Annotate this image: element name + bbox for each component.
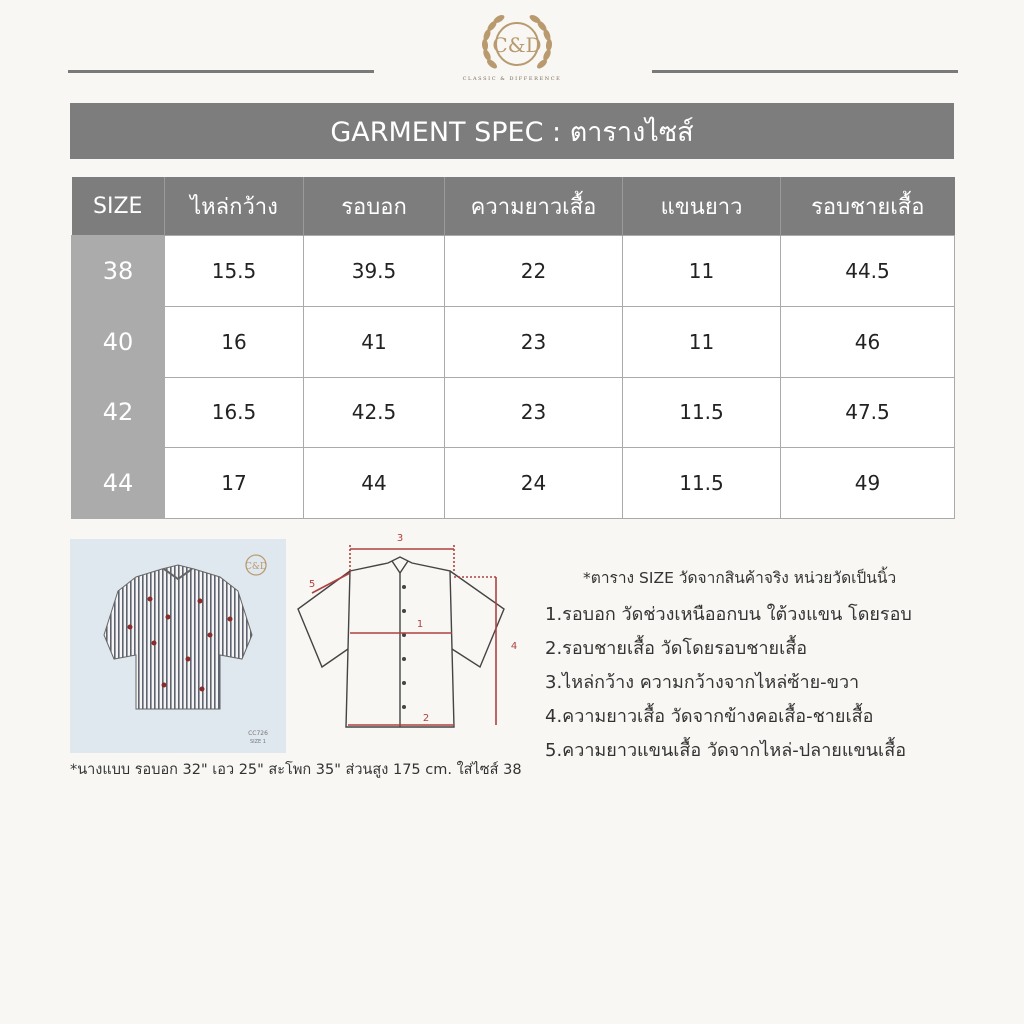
table-cell: 42.5: [304, 377, 445, 448]
table-row: [72, 236, 955, 307]
logo-monogram: C&D: [492, 33, 542, 57]
photo-logo: C&D: [244, 562, 268, 572]
table-row: [72, 306, 955, 377]
table-cell: 23: [445, 377, 623, 448]
divider-right: [652, 70, 958, 73]
table-cell: 17: [165, 448, 304, 519]
size-cell: 42: [72, 377, 165, 448]
product-photo: [70, 539, 286, 753]
photo-code: CC726: [248, 730, 268, 737]
size-cell: 38: [72, 236, 165, 307]
list-item: 4.ความยาวเสื้อ วัดจากข้างคอเสื้อ-ชายเสื้อ: [545, 706, 874, 727]
table-cell: 11.5: [623, 448, 781, 519]
list-item: 3.ไหล่กว้าง ความกว้างจากไหล่ซ้าย-ขวา: [545, 672, 860, 693]
table-cell: 23: [445, 306, 623, 377]
brand-caption: CLASSIC & DIFFERENCE: [462, 76, 562, 82]
table-cell: 44.5: [781, 236, 955, 307]
page-title: GARMENT SPEC : ตารางไซส์: [70, 103, 954, 159]
divider-left: [68, 70, 374, 73]
size-cell: 40: [72, 306, 165, 377]
diagram-label-2: 2: [422, 713, 430, 724]
diagram-label-5: 5: [308, 579, 316, 590]
photo-tag: SIZE 1: [249, 739, 267, 745]
header-shoulder: ไหล่กว้าง: [165, 177, 304, 236]
shirt-shape: [104, 565, 252, 709]
notes-heading: *ตาราง SIZE วัดจากสินค้าจริง หน่วยวัดเป็นนิ้ว: [583, 569, 897, 587]
table-cell: 22: [445, 236, 623, 307]
table-cell: 11.5: [623, 377, 781, 448]
measure-line-sleeve: [312, 573, 350, 593]
table-cell: 39.5: [304, 236, 445, 307]
list-item: 2.รอบชายเสื้อ วัดโดยรอบชายเสื้อ: [545, 638, 808, 659]
diagram-label-1: 1: [416, 619, 424, 630]
size-table: [71, 177, 955, 519]
model-note: *นางแบบ รอบอก 32" เอว 25" สะโพก 35" ส่วนสูง 175 cm. ใส่ไซส์ 38: [70, 762, 522, 778]
table-cell: 16.5: [165, 377, 304, 448]
header-sleeve: แขนยาว: [623, 177, 781, 236]
table-row: [72, 448, 955, 519]
table-cell: 41: [304, 306, 445, 377]
table-cell: 15.5: [165, 236, 304, 307]
diagram-label-3: 3: [396, 533, 404, 544]
measurement-notes: [545, 565, 1015, 768]
diagram-label-4: 4: [510, 641, 518, 652]
table-cell: 49: [781, 448, 955, 519]
measurement-diagram: [292, 529, 520, 743]
header-length: ความยาวเสื้อ: [445, 177, 623, 236]
table-cell: 24: [445, 448, 623, 519]
list-item: 1.รอบอก วัดช่วงเหนืออกบน ใต้วงแขน โดยรอบ: [545, 604, 912, 625]
table-cell: 11: [623, 306, 781, 377]
table-header-row: [72, 177, 955, 236]
table-cell: 16: [165, 306, 304, 377]
table-row: [72, 377, 955, 448]
size-cell: 44: [72, 448, 165, 519]
list-item: 5.ความยาวแขนเสื้อ วัดจากไหล่-ปลายแขนเสื้อ: [545, 740, 907, 761]
table-cell: 44: [304, 448, 445, 519]
table-cell: 11: [623, 236, 781, 307]
table-cell: 47.5: [781, 377, 955, 448]
header-size: SIZE: [72, 177, 165, 236]
header-chest: รอบอก: [304, 177, 445, 236]
table-cell: 46: [781, 306, 955, 377]
header-hem: รอบชายเสื้อ: [781, 177, 955, 236]
